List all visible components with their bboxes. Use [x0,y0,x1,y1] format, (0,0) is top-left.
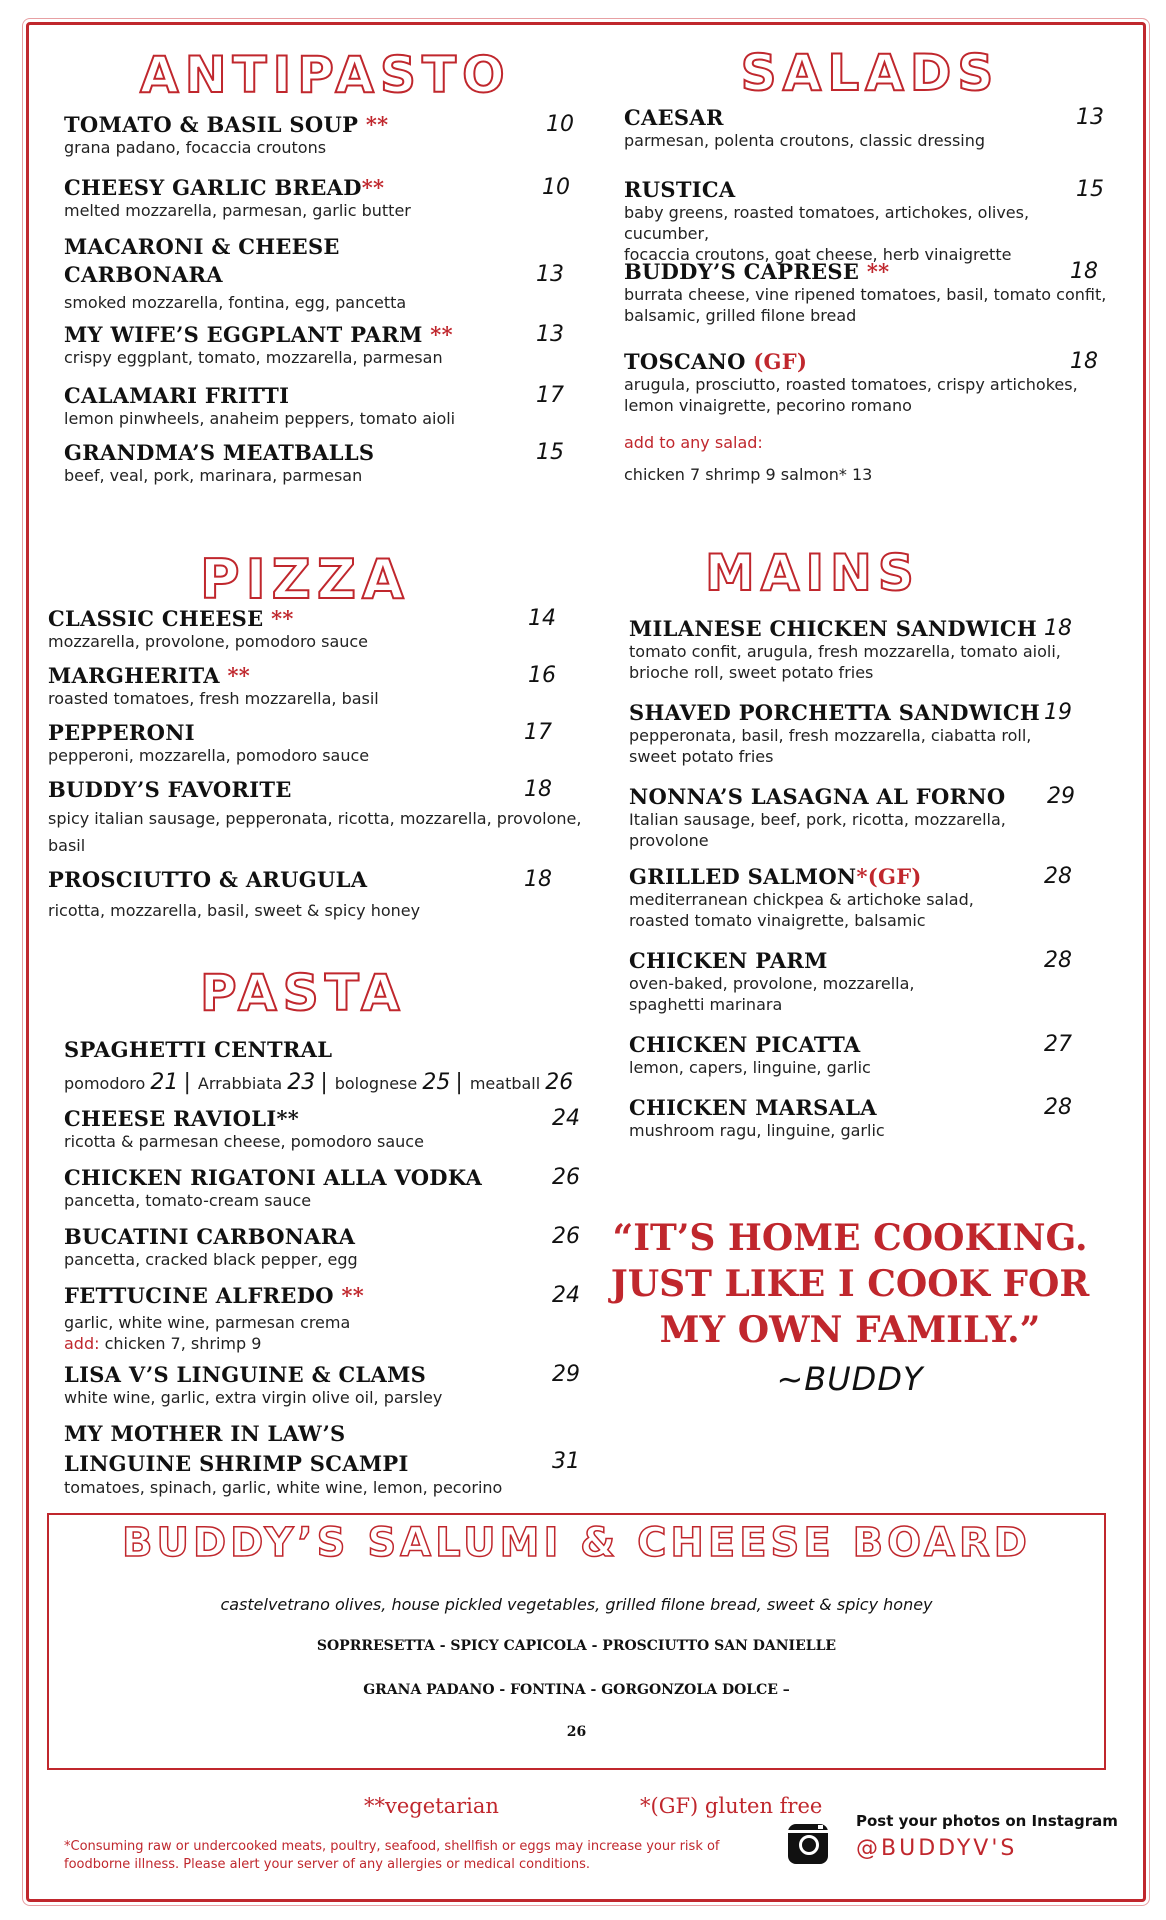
menu-item [624,349,1114,417]
menu-item [64,1224,604,1271]
menu-item [629,616,1109,684]
menu-item [64,440,584,487]
menu-item [629,1032,1109,1079]
item-price: 17 [524,720,552,745]
item-price: 14 [528,606,556,631]
board-title: BUDDY’S SALUMI & CHEESE BOARD [121,1520,1031,1566]
item-name: MARGHERITA [48,663,220,688]
menu-item [629,1095,1109,1142]
item-name: MILANESE CHICKEN SANDWICH [629,616,1037,641]
item-price: 26 [552,1165,580,1190]
item-description: ricotta & parmesan cheese, pomodoro sauce [64,1132,424,1152]
item-price: 16 [528,663,556,688]
item-name: CHICKEN PICATTA [629,1032,861,1057]
item-description: pancetta, tomato-cream sauce [64,1191,312,1211]
item-name: MY MOTHER IN LAW’S [64,1421,346,1446]
item-description: melted mozzarella, parmesan, garlic butter [64,201,411,221]
item-name: FETTUCINE ALFREDO [64,1283,334,1308]
vegetarian-mark: ** [866,259,890,284]
item-price: 29 [1047,784,1075,809]
item-name: CHICKEN RIGATONI ALLA VODKA [64,1165,483,1190]
menu-item [48,663,588,710]
item-description: pepperonata, basil, fresh mozzarella, ciabatta roll, [629,726,1032,746]
item-description: tomato confit, arugula, fresh mozzarella, tomato aioli, [629,642,1061,662]
item-description: smoked mozzarella, fontina, egg, pancetta [64,292,407,312]
item-description-line2: brioche roll, sweet potato fries [629,663,874,683]
pizza-heading: PIZZA [200,548,410,611]
item-name: TOMATO & BASIL SOUP [64,112,359,137]
item-name: PEPPERONI [48,720,195,745]
menu-item [64,1283,604,1355]
option-label: bolognese [334,1074,418,1094]
item-description: white wine, garlic, extra virgin olive oil, parsley [64,1388,443,1408]
item-description: burrata cheese, vine ripened tomatoes, basil, tomato confit, [624,285,1107,305]
item-price: 28 [1044,948,1072,973]
item-price: 13 [1076,105,1104,130]
menu-item [64,1165,604,1212]
salads-heading: SALADS [740,44,1000,102]
vegetarian-mark: ** [276,1106,300,1131]
instagram-handle: @BUDDYV'S [856,1836,1018,1861]
quote-attribution: ~BUDDY [776,1360,924,1398]
item-price: 17 [536,383,564,408]
pasta-heading: PASTA [200,964,406,1022]
item-description: oven-baked, provolone, mozzarella, [629,974,915,994]
menu-item [624,105,1114,152]
quote-line: “IT’S HOME COOKING. [612,1217,1088,1259]
item-name: CHICKEN PARM [629,948,828,973]
item-name: SHAVED PORCHETTA SANDWICH [629,700,1040,725]
option-price: 26 [545,1070,574,1096]
item-description: Italian sausage, beef, pork, ricotta, mozzarella, [629,810,1006,830]
item-price: 27 [1044,1032,1072,1057]
menu-item [64,234,584,313]
item-price: 29 [552,1362,580,1387]
menu-item [629,948,1109,1016]
item-name: MACARONI & CHEESE [64,234,340,259]
item-name: GRANDMA’S MEATBALLS [64,440,375,465]
menu-item [624,259,1114,327]
item-name: MY WIFE’S EGGPLANT PARM [64,322,423,347]
spaghetti-options: pomodoro 21 | Arrabbiata 23 | bolognese 25 | meatball 26 [64,1070,574,1096]
item-name: RUSTICA [624,177,736,202]
menu-item [629,784,1109,852]
option-price: 25 [422,1070,451,1096]
menu-item [64,1362,604,1409]
item-description: arugula, prosciutto, roasted tomatoes, crispy artichokes, [624,375,1078,395]
vegetarian-mark: ** [430,322,453,347]
instagram-label: Post your photos on Instagram [856,1812,1118,1830]
item-description: lemon, capers, linguine, garlic [629,1058,871,1078]
disclaimer-line: *Consuming raw or undercooked meats, poultry, seafood, shellfish or eggs may increase your risk of [64,1839,720,1854]
antipasto-heading: ANTIPASTO [140,46,511,104]
item-price: 10 [546,112,574,137]
item-name: SPAGHETTI CENTRAL [64,1037,333,1062]
item-description: crispy eggplant, tomato, mozzarella, parmesan [64,348,443,368]
item-description: pancetta, cracked black pepper, egg [64,1250,358,1270]
menu-item [48,777,588,857]
item-price: 19 [1044,700,1072,725]
item-name: NONNA’S LASAGNA AL FORNO [629,784,1006,809]
item-description: roasted tomatoes, fresh mozzarella, basil [48,689,379,709]
item-description: pepperoni, mozzarella, pomodoro sauce [48,746,370,766]
board-cheeses: GRANA PADANO - FONTINA - GORGONZOLA DOLCE – [363,1682,790,1698]
item-name: CALAMARI FRITTI [64,383,290,408]
item-description: beef, veal, pork, marinara, parmesan [64,466,363,486]
menu-item [64,383,584,430]
vegetarian-mark: ** [271,606,294,631]
addon-label: add: [64,1334,100,1354]
gluten-free-mark: (GF) [753,349,808,374]
vegetarian-mark: ** [227,663,251,688]
item-description: garlic, white wine, parmesan crema [64,1313,351,1333]
option-label: Arrabbiata [197,1074,283,1094]
option-label: pomodoro [64,1074,146,1094]
item-description-line2: focaccia croutons, goat cheese, herb vinaigrette [624,244,1012,264]
menu-item [48,867,588,922]
item-price: 26 [552,1224,580,1249]
item-description: spicy italian sausage, pepperonata, ricotta, mozzarella, provolone, [48,809,582,829]
item-name: LISA V’S LINGUINE & CLAMS [64,1362,427,1387]
salumi-cheese-board [47,1513,1106,1770]
item-description: ricotta, mozzarella, basil, sweet & spicy honey [48,901,421,921]
menu-item [48,720,588,767]
item-price: 15 [536,440,564,465]
item-description: mushroom ragu, linguine, garlic [629,1121,885,1141]
vegetarian-mark: ** [341,1283,365,1308]
vegetarian-mark: ** [361,175,385,200]
menu-item [64,112,584,159]
board-description: castelvetrano olives, house pickled vegetables, grilled filone bread, sweet & spicy honey [220,1595,933,1614]
item-description-line2: lemon vinaigrette, pecorino romano [624,396,912,416]
item-name: CHICKEN MARSALA [629,1095,877,1120]
board-price: 26 [566,1724,587,1740]
option-price: 23 [287,1070,316,1096]
menu-item [629,864,1109,932]
item-name-line2: CARBONARA [64,262,223,288]
item-price: 18 [524,867,552,892]
item-price: 24 [552,1283,580,1308]
item-name: CHEESE RAVIOLI [64,1106,277,1131]
vegetarian-mark: ** [365,112,389,137]
quote-line: MY OWN FAMILY.” [659,1309,1041,1351]
item-price: 18 [524,777,552,802]
item-name-line2: LINGUINE SHRIMP SCAMPI [64,1451,409,1477]
menu-item [64,175,584,222]
item-description: parmesan, polenta croutons, classic dressing [624,131,986,151]
menu-item [64,1106,604,1153]
item-price: 15 [1076,177,1104,202]
item-price: 13 [536,322,564,347]
salad-addon-label: add to any salad: [624,433,763,452]
item-name: PROSCIUTTO & ARUGULA [48,867,368,892]
menu-item [64,1421,604,1498]
item-name: BUDDY’S CAPRESE [624,259,860,284]
menu-item [64,322,584,369]
disclaimer-line: foodborne illness. Please alert your server of any allergies or medical conditions. [64,1857,591,1872]
option-price: 21 [150,1070,179,1096]
item-description: baby greens, roasted tomatoes, artichokes, olives, cucumber, [624,203,1030,244]
item-description: grana padano, focaccia croutons [64,138,327,158]
menu-item [629,700,1109,768]
alfredo-addon [64,1334,604,1355]
item-description: mediterranean chickpea & artichoke salad, [629,890,974,910]
quote-line: JUST LIKE I COOK FOR [610,1263,1090,1305]
item-name: CAESAR [624,105,724,130]
item-price: 28 [1044,864,1072,889]
board-meats: SOPRRESETTA - SPICY CAPICOLA - PROSCIUTTO SAN DANIELLE [316,1638,837,1654]
item-price: 31 [552,1449,580,1474]
item-price: 10 [542,175,570,200]
item-description: tomatoes, spinach, garlic, white wine, lemon, pecorino [64,1477,503,1497]
item-price: 24 [552,1106,580,1131]
item-price: 13 [536,262,564,287]
gluten-free-legend: *(GF) gluten free [640,1794,823,1818]
item-name: CLASSIC CHEESE [48,606,264,631]
item-description-line2: provolone [629,831,709,851]
option-label: meatball [469,1074,541,1094]
gluten-free-mark: *(GF) [856,864,922,889]
item-description: mozzarella, provolone, pomodoro sauce [48,632,369,652]
item-description: lemon pinwheels, anaheim peppers, tomato aioli [64,409,456,429]
vegetarian-legend: **vegetarian [364,1794,499,1818]
item-name: TOSCANO [624,349,746,374]
buddy-quote [600,1215,1100,1353]
item-name: CHEESY GARLIC BREAD [64,175,362,200]
item-description-line2: basil [48,836,86,856]
item-price: 18 [1070,349,1098,374]
item-price: 18 [1070,259,1098,284]
mains-heading: MAINS [705,544,920,602]
item-description-line2: roasted tomato vinaigrette, balsamic [629,911,926,931]
menu-item [48,606,588,653]
item-price: 18 [1044,616,1072,641]
menu-item-spaghetti-central [64,1037,604,1098]
item-name: BUDDY’S FAVORITE [48,777,292,802]
salad-addon-text: chicken 7 shrimp 9 salmon* 13 [624,465,873,484]
item-name: BUCATINI CARBONARA [64,1224,356,1249]
addon-text: chicken 7, shrimp 9 [104,1334,262,1354]
item-price: 28 [1044,1095,1072,1120]
menu-item [624,177,1114,266]
item-description-line2: spaghetti marinara [629,995,783,1015]
item-description-line2: sweet potato fries [629,747,774,767]
item-description-line2: balsamic, grilled filone bread [624,306,857,326]
food-safety-disclaimer [64,1838,764,1874]
instagram-camera-icon [788,1824,828,1864]
item-name: GRILLED SALMON [629,864,857,889]
